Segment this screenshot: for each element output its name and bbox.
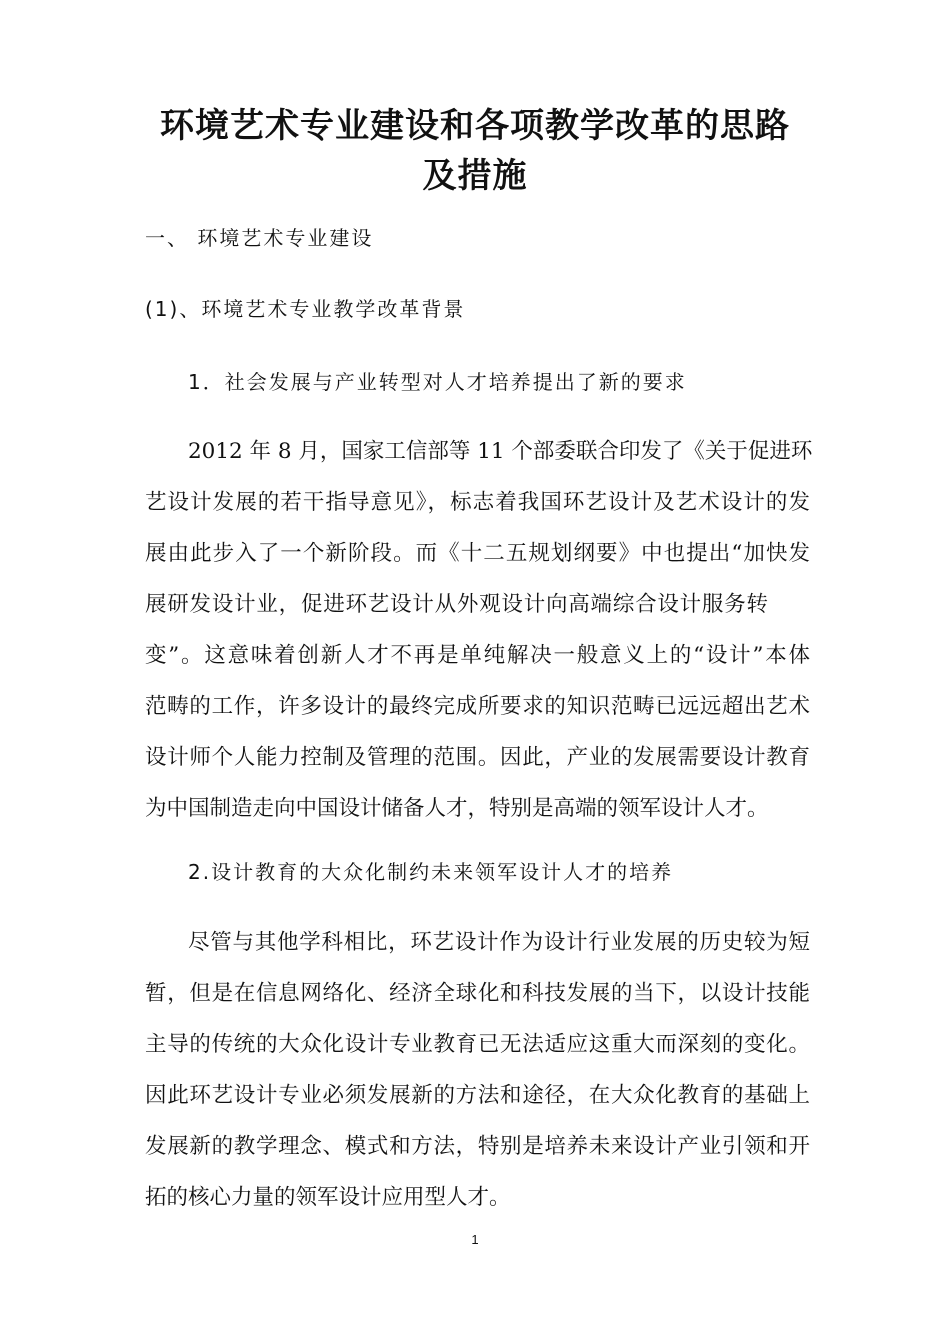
paragraph-line: 因此环艺设计专业必须发展新的方法和途径，在大众化教育的基础上 <box>145 1083 810 1108</box>
paragraph-line: 变”。这意味着创新人才不再是单纯解决一般意义上的“设计”本体 <box>145 643 810 668</box>
point-heading-1: 1．社会发展与产业转型对人才培养提出了新的要求 <box>188 370 687 394</box>
section-heading: 一、 环境艺术专业建设 <box>145 226 374 250</box>
paragraph-line: 尽管与其他学科相比，环艺设计作为设计行业发展的历史较为短 <box>188 930 810 955</box>
paragraph-line: 2012 年 8 月，国家工信部等 11 个部委联合印发了《关于促进环 <box>188 439 813 464</box>
paragraph-line: 展研发设计业，促进环艺设计从外观设计向高端综合设计服务转 <box>145 592 768 617</box>
page-number: 1 <box>471 1232 479 1247</box>
paragraph-line: 艺设计发展的若干指导意见》，标志着我国环艺设计及艺术设计的发 <box>145 490 810 515</box>
subsection-heading: (1)、环境艺术专业教学改革背景 <box>145 297 466 321</box>
paragraph-line: 范畴的工作，许多设计的最终完成所要求的知识范畴已远远超出艺术 <box>145 694 810 719</box>
point-heading-2: 2.设计教育的大众化制约未来领军设计人才的培养 <box>188 860 674 884</box>
paragraph-line: 发展新的教学理念、模式和方法，特别是培养未来设计产业引领和开 <box>145 1134 810 1159</box>
title-line: 环境艺术专业建设和各项教学改革的思路 <box>160 106 790 146</box>
paragraph-line: 为中国制造走向中国设计储备人才，特别是高端的领军设计人才。 <box>145 796 769 821</box>
paragraph-line: 暂，但是在信息网络化、经济全球化和科技发展的当下，以设计技能 <box>145 981 810 1006</box>
document-title <box>140 101 810 201</box>
paragraph-line: 设计师个人能力控制及管理的范围。因此，产业的发展需要设计教育 <box>145 745 810 770</box>
title-line: 及措施 <box>422 156 528 196</box>
paragraph-line: 主导的传统的大众化设计专业教育已无法适应这重大而深刻的变化。 <box>145 1032 810 1057</box>
paragraph-2 <box>145 917 810 1223</box>
paragraph-line: 拓的核心力量的领军设计应用型人才。 <box>145 1185 511 1210</box>
paragraph-line: 展由此步入了一个新阶段。而《十二五规划纲要》中也提出“加快发 <box>145 541 810 566</box>
paragraph-1 <box>145 426 813 834</box>
